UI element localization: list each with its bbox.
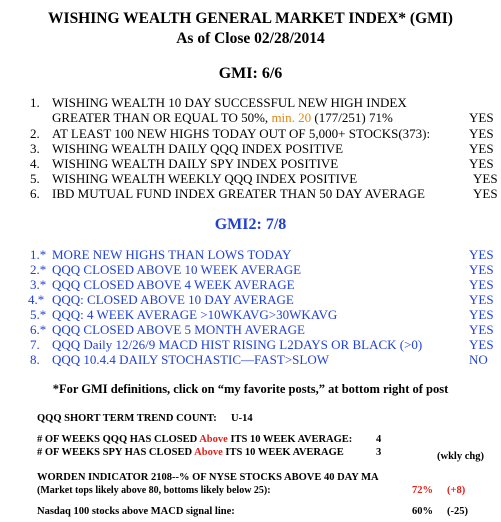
gmi-item-1-status: YES bbox=[469, 110, 494, 125]
gmi2-item-5-text: QQQ: 4 WEEK AVERAGE >10WKAVG>30WKAVG bbox=[52, 307, 338, 322]
gmi2-item-8-num: 8. bbox=[30, 352, 40, 367]
weeks-spy-pre: # OF WEEKS SPY HAS CLOSED bbox=[37, 447, 193, 458]
gmi2-item-4-num: 4.* bbox=[28, 292, 45, 307]
worden-value: 72% bbox=[412, 485, 433, 496]
gmi-item-4-text: WISHING WEALTH DAILY SPY INDEX POSITIVE bbox=[52, 156, 339, 171]
weeks-qqq-line bbox=[37, 434, 352, 445]
gmi2-item-5-num: 5.* bbox=[30, 307, 47, 322]
gmi-item-1-line2-pre: GREATER THAN OR EQUAL TO 50%, bbox=[52, 110, 269, 125]
page-date: As of Close 02/28/2014 bbox=[176, 30, 325, 47]
gmi-item-1-line2 bbox=[52, 110, 393, 125]
gmi2-item-1-text: MORE NEW HIGHS THAN LOWS TODAY bbox=[52, 247, 292, 262]
trend-count-value: U-14 bbox=[231, 413, 253, 424]
weeks-spy-post: ITS 10 WEEK AVERAGE bbox=[225, 447, 344, 458]
gmi-item-6-status: YES bbox=[473, 186, 498, 201]
gmi2-item-4-status: YES bbox=[469, 292, 494, 307]
gmi-item-6-text: IBD MUTUAL FUND INDEX GREATER THAN 50 DAY AVERAGE bbox=[52, 186, 425, 201]
wkly-chg-label: (wkly chg) bbox=[437, 451, 484, 462]
gmi2-item-5-status: YES bbox=[469, 307, 494, 322]
gmi-item-3-status: YES bbox=[469, 141, 494, 156]
gmi2-item-2-text: QQQ CLOSED ABOVE 10 WEEK AVERAGE bbox=[52, 262, 302, 277]
gmi-item-3-text: WISHING WEALTH DAILY QQQ INDEX POSITIVE bbox=[52, 141, 344, 156]
gmi2-item-4-text: QQQ: CLOSED ABOVE 10 DAY AVERAGE bbox=[52, 292, 294, 307]
weeks-spy-value: 3 bbox=[376, 447, 382, 458]
gmi-item-2-text: AT LEAST 100 NEW HIGHS TODAY OUT OF 5,000+ STOCKS(373): bbox=[52, 126, 431, 141]
gmi2-item-7-num: 7. bbox=[30, 337, 40, 352]
gmi-item-5-status: YES bbox=[473, 171, 498, 186]
gmi2-item-6-text: QQQ CLOSED ABOVE 5 MONTH AVERAGE bbox=[52, 322, 305, 337]
weeks-qqq-post: ITS 10 WEEK AVERAGE: bbox=[230, 434, 353, 445]
gmi2-item-1-num: 1.* bbox=[30, 247, 47, 262]
gmi-item-1-line2-post: (177/251) 71% bbox=[314, 110, 393, 125]
page-title: WISHING WEALTH GENERAL MARKET INDEX* (GMI) bbox=[48, 10, 453, 27]
gmi2-item-3-num: 3.* bbox=[30, 277, 47, 292]
gmi2-item-1-status: YES bbox=[469, 247, 494, 262]
gmi-item-4-status: YES bbox=[469, 156, 494, 171]
gmi-item-4-num: 4. bbox=[30, 156, 40, 171]
gmi-item-1-line1: WISHING WEALTH 10 DAY SUCCESSFUL NEW HIGH INDEX bbox=[52, 95, 407, 110]
gmi2-item-3-status: YES bbox=[469, 277, 494, 292]
gmi2-heading: GMI2: 7/8 bbox=[214, 216, 287, 233]
gmi2-item-7-text: QQQ Daily 12/26/9 MACD HIST RISING L2DAYS OR BLACK (>0) bbox=[52, 337, 423, 352]
gmi-item-6-num: 6. bbox=[30, 186, 40, 201]
weeks-qqq-value: 4 bbox=[376, 434, 382, 445]
nasdaq-macd-label: Nasdaq 100 stocks above MACD signal line: bbox=[37, 506, 235, 517]
gmi2-item-3-text: QQQ CLOSED ABOVE 4 WEEK AVERAGE bbox=[52, 277, 295, 292]
gmi2-item-8-status: NO bbox=[469, 352, 488, 367]
weeks-spy-above: Above bbox=[194, 447, 223, 458]
gmi-item-2-num: 2. bbox=[30, 126, 40, 141]
worden-sub: (Market tops likely above 80, bottoms likely below 25): bbox=[37, 485, 271, 496]
gmi-item-3-num: 3. bbox=[30, 141, 40, 156]
gmi2-item-7-status: YES bbox=[469, 337, 494, 352]
gmi-item-5-text: WISHING WEALTH WEEKLY QQQ INDEX POSITIVE bbox=[52, 171, 358, 186]
gmi-item-1-num: 1. bbox=[30, 95, 40, 110]
gmi-item-2-status: YES bbox=[469, 126, 494, 141]
worden-change: (+8) bbox=[447, 485, 466, 496]
weeks-qqq-above: Above bbox=[199, 434, 228, 445]
gmi-item-5-num: 5. bbox=[30, 171, 40, 186]
worden-label: WORDEN INDICATOR 2108--% OF NYSE STOCKS ABOVE 40 DAY MA bbox=[37, 472, 379, 483]
weeks-qqq-pre: # OF WEEKS QQQ HAS CLOSED bbox=[37, 434, 198, 445]
gmi2-item-6-num: 6.* bbox=[30, 322, 47, 337]
gmi-item-1-min: min. 20 bbox=[271, 110, 312, 125]
definitions-note: *For GMI definitions, click on “my favorite posts,” at bottom right of post bbox=[52, 382, 449, 396]
gmi2-item-8-text: QQQ 10.4.4 DAILY STOCHASTIC—FAST>SLOW bbox=[52, 352, 329, 367]
gmi-heading: GMI: 6/6 bbox=[218, 65, 283, 82]
trend-count-label: QQQ SHORT TERM TREND COUNT: bbox=[37, 413, 217, 424]
gmi2-item-2-status: YES bbox=[469, 262, 494, 277]
nasdaq-macd-change: (-25) bbox=[447, 506, 468, 517]
gmi2-item-6-status: YES bbox=[469, 322, 494, 337]
nasdaq-macd-value: 60% bbox=[412, 506, 433, 517]
weeks-spy-line bbox=[37, 447, 344, 458]
gmi2-item-2-num: 2.* bbox=[30, 262, 47, 277]
